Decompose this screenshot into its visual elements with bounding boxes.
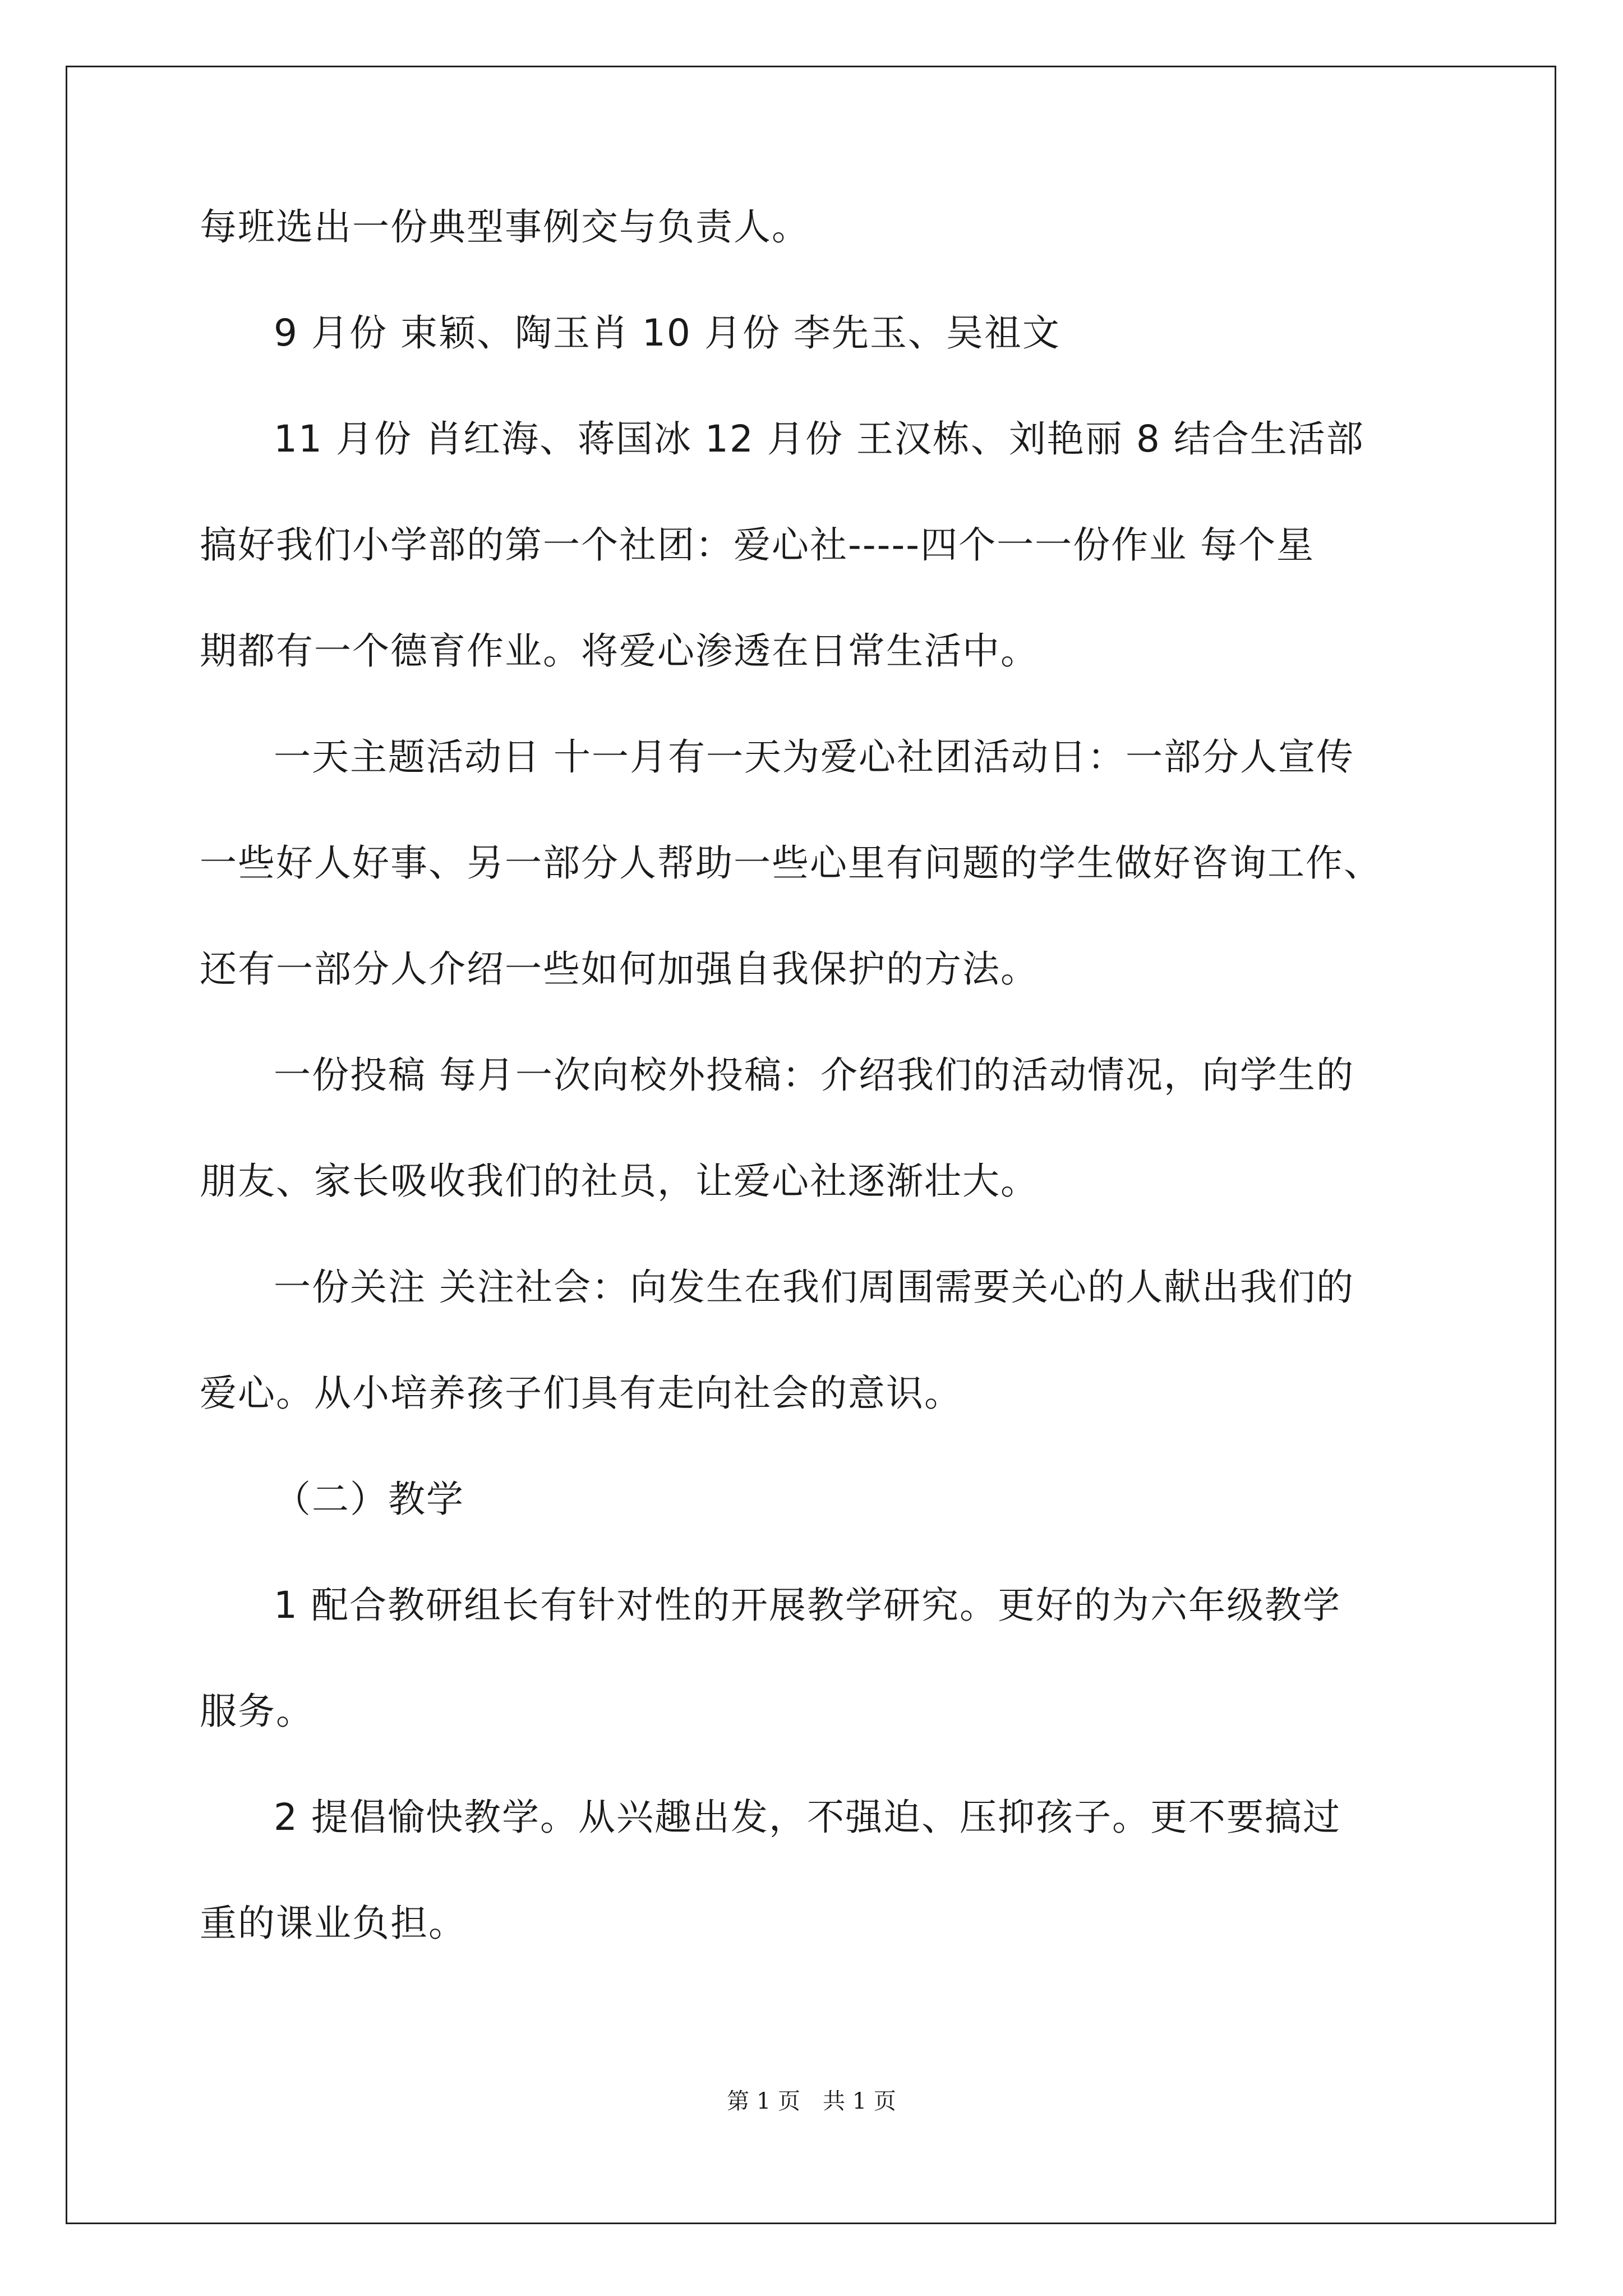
page-footer xyxy=(0,2088,1623,2115)
section-heading: （二）教学 xyxy=(274,1478,464,1521)
paragraph-line: 服务。 xyxy=(200,1690,314,1733)
paragraph-line: 重的课业负担。 xyxy=(200,1902,467,1945)
paragraph-line: 2 提倡愉快教学。从兴趣出发，不强迫、压抑孩子。更不要搞过 xyxy=(274,1796,1341,1839)
paragraph-line: 11 月份 肖红海、蒋国冰 12 月份 王汉栋、刘艳丽 8 结合生活部 xyxy=(274,417,1364,461)
paragraph-line: 还有一部分人介绍一些如何加强自我保护的方法。 xyxy=(200,947,1039,991)
paragraph-line: 朋友、家长吸收我们的社员，让爱心社逐渐壮大。 xyxy=(200,1159,1039,1203)
document-body xyxy=(200,205,1490,2011)
paragraph-line: 搞好我们小学部的第一个社团：爱心社-----四个一一份作业 每个星 xyxy=(200,523,1315,567)
page-total: 共 1 页 xyxy=(823,2088,896,2114)
paragraph-line: 一些好人好事、另一部分人帮助一些心里有问题的学生做好咨询工作、 xyxy=(200,841,1382,885)
page-number: 第 1 页 xyxy=(727,2088,800,2114)
paragraph-line: 每班选出一份典型事例交与负责人。 xyxy=(200,205,810,249)
paragraph-line: 一份投稿 每月一次向校外投稿：介绍我们的活动情况，向学生的 xyxy=(274,1053,1354,1097)
paragraph-line: 爱心。从小培养孩子们具有走向社会的意识。 xyxy=(200,1372,962,1415)
paragraph-line: 一份关注 关注社会：向发生在我们周围需要关心的人献出我们的 xyxy=(274,1266,1354,1309)
paragraph-line: 9 月份 束颖、陶玉肖 10 月份 李先玉、吴祖文 xyxy=(274,311,1061,355)
paragraph-line: 一天主题活动日 十一月有一天为爱心社团活动日：一部分人宣传 xyxy=(274,735,1354,779)
paragraph-line: 期都有一个德育作业。将爱心渗透在日常生活中。 xyxy=(200,629,1039,673)
paragraph-line: 1 配合教研组长有针对性的开展教学研究。更好的为六年级教学 xyxy=(274,1584,1341,1627)
